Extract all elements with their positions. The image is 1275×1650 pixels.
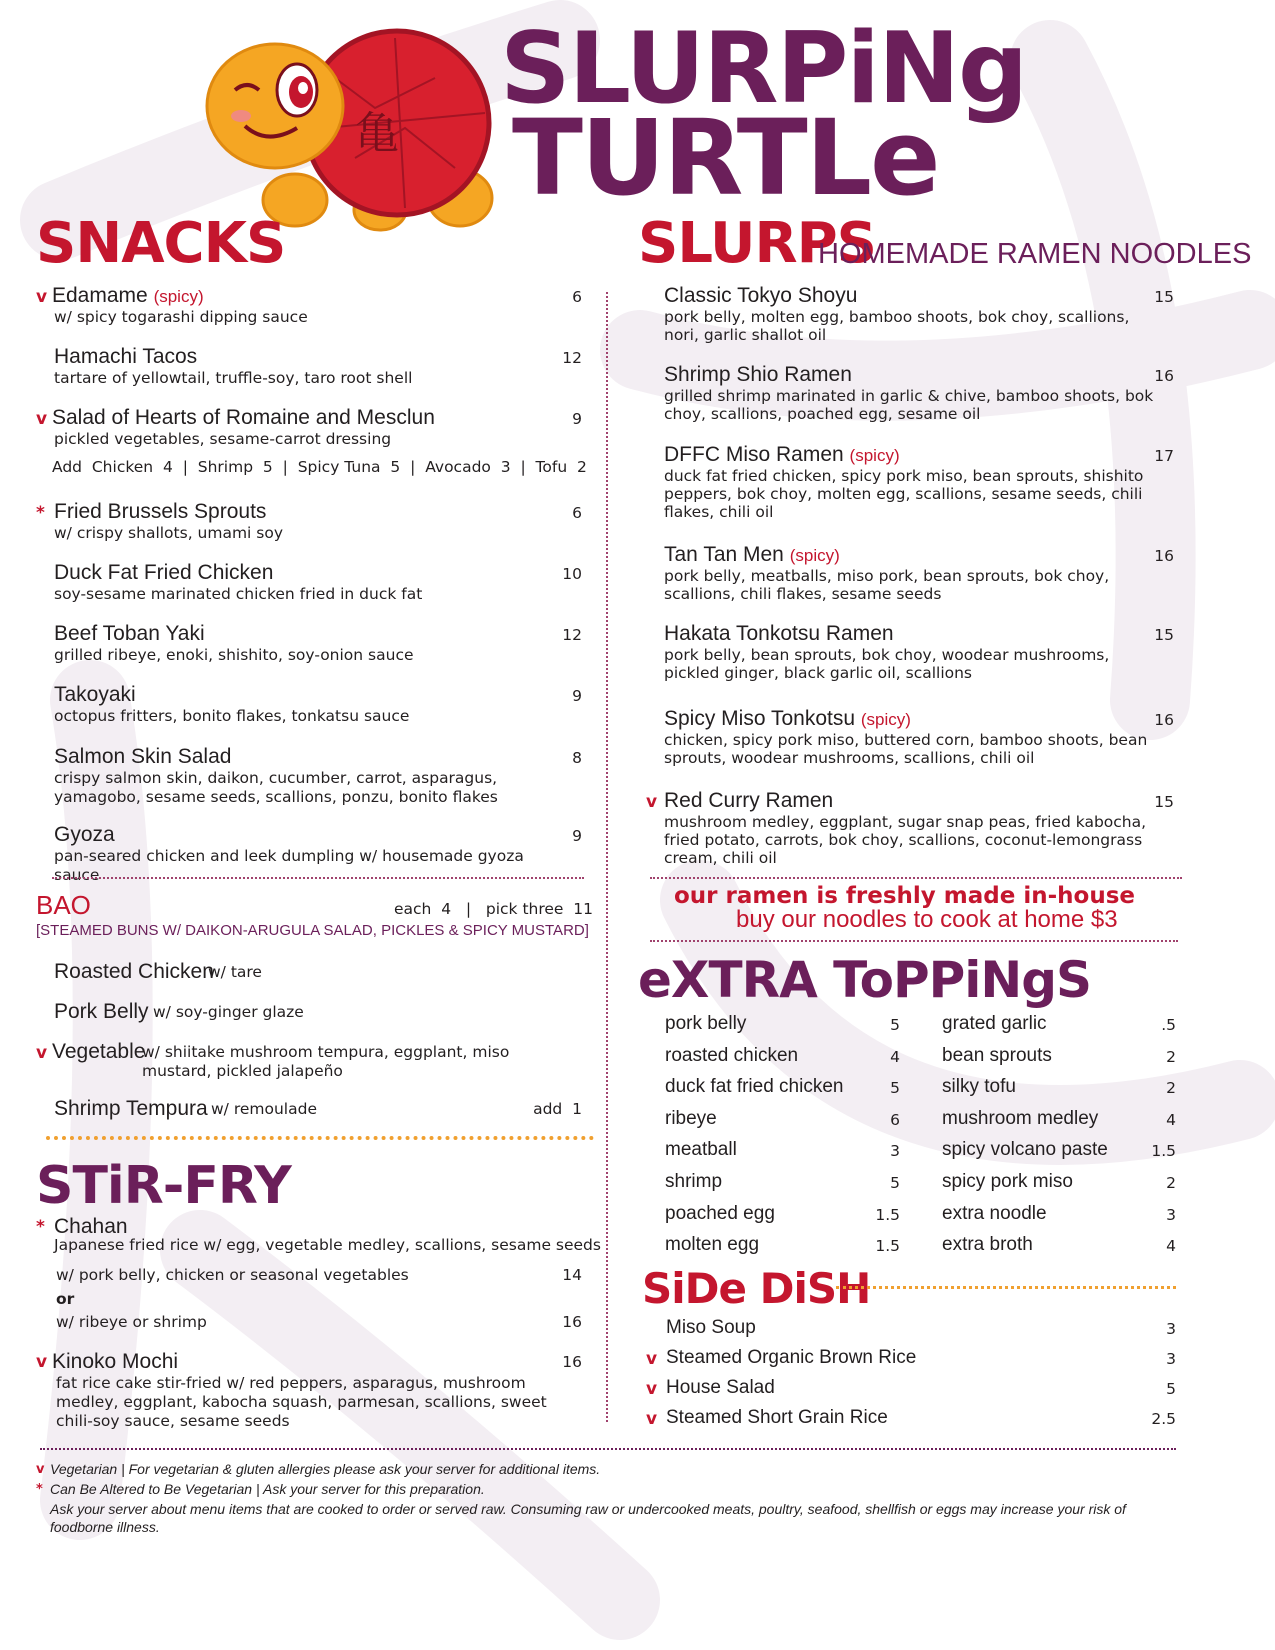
topping-price: 4 [890,1047,900,1066]
topping-name: ribeye [665,1107,717,1129]
menu-item-price: 10 [562,565,582,583]
menu-item-desc: crispy salmon skin, daikon, cucumber, carrot, asparagus, yamagobo, sesame seeds, scallions, ponzu, bonito flakes [54,769,498,806]
topping-price: 3 [890,1142,900,1161]
side-item-name: Steamed Short Grain Rice [666,1407,888,1428]
kinoko-price: 16 [562,1353,582,1371]
menu-item-desc: octopus fritters, bonito flakes, tonkatsu sauce [54,707,410,725]
vegetarian-mark: v [36,1043,48,1063]
chahan-price-2: 16 [562,1313,582,1331]
menu-item-desc: grilled ribeye, enoki, shishito, soy-onion sauce [54,646,414,664]
salad-addons: Add Chicken 4 | Shrimp 5 | Spicy Tuna 5 | Avocado 3 | Tofu 2 [52,458,587,476]
item-name-text: Red Curry Ramen [664,789,834,812]
bao-heading: BAO [36,890,91,920]
item-name-text: Salmon Skin Salad [54,745,232,768]
topping-name: molten egg [665,1234,760,1256]
side-item-name: Miso Soup [666,1317,756,1338]
topping-price: 2 [1166,1047,1176,1066]
menu-item-price: 12 [562,626,582,644]
vegetarian-mark: v [646,1349,658,1369]
kanji-text: 亀 [355,108,399,159]
side-item-price: 3 [1166,1350,1176,1368]
footer-veg-text: Vegetarian | For vegetarian & gluten allergies please ask your server for additional items. [50,1461,601,1477]
topping-name: spicy volcano paste [942,1139,1108,1161]
spicy-tag: (spicy) [153,287,204,306]
topping-name: mushroom medley [942,1107,1099,1129]
topping-name: meatball [665,1139,737,1161]
item-name-text: Salad of Hearts of Romaine and Mesclun [52,406,435,429]
vegetarian-mark: v [36,409,48,429]
topping-price: 6 [890,1110,900,1129]
menu-item-desc: w/ spicy togarashi dipping sauce [54,308,308,326]
item-name-text: Edamame [52,284,148,307]
topping-price: 1.5 [1151,1142,1176,1161]
ramen-item-desc: pork belly, meatballs, miso pork, bean sprouts, bok choy, scallions, chili flakes, sesame seeds [664,567,1110,603]
item-name-text: Hamachi Tacos [54,345,198,368]
topping-price: .5 [1161,1016,1176,1034]
kinoko-name: Kinoko Mochi [52,1350,179,1373]
menu-item-desc: soy-sesame marinated chicken fried in duck fat [54,585,423,603]
side-item-price: 3 [1166,1320,1176,1338]
side-item-price: 5 [1166,1380,1176,1398]
topping-price: 5 [890,1016,900,1034]
ramen-item-name [664,443,900,467]
side-heading: SiDe DiSH [642,1264,871,1313]
spicy-tag: (spicy) [860,710,911,729]
item-name-text: DFFC Miso Ramen [664,443,844,466]
promo-divider [650,940,1178,942]
logo-line-2: TURTLe [512,97,939,219]
ramen-item-desc: mushroom medley, eggplant, sugar snap peas, fried kabocha, fried potato, carrots, bok choy, scallions, coconut-lemongrass cream, chili oil [664,813,1147,867]
topping-name: roasted chicken [665,1044,799,1066]
item-name-text: Hakata Tonkotsu Ramen [664,622,894,645]
menu-item-price: 6 [572,504,582,522]
chahan-name: Chahan [54,1215,128,1238]
spicy-tag: (spicy) [789,546,840,565]
topping-name: poached egg [665,1202,775,1224]
footer-veg-mark: v [36,1462,45,1477]
side-item-name: House Salad [666,1377,775,1398]
chahan-desc: Japanese fried rice w/ egg, vegetable medley, scallions, sesame seeds [54,1236,601,1254]
chahan-mark: * [36,1217,45,1237]
menu-item-price: 12 [562,349,582,367]
item-name-text: Beef Toban Yaki [54,622,205,645]
ramen-item-desc: pork belly, bean sprouts, bok choy, woodear mushrooms, pickled ginger, black garlic oil, scallions [664,646,1110,682]
slurps-divider [650,877,1182,879]
topping-price: 3 [1166,1205,1176,1224]
menu-item-desc: w/ crispy shallots, umami soy [54,524,284,542]
promo-line-1: our ramen is freshly made in-house [674,883,1136,909]
slurps-heading: SLURPS [638,211,876,276]
ramen-item-name [664,543,840,567]
bao-item-name: Roasted Chicken [54,960,214,983]
item-name-text: Takoyaki [54,683,136,706]
promo-line-2: buy our noodles to cook at home $3 [736,906,1118,933]
ramen-item-price: 15 [1154,793,1174,811]
side-item-price: 2.5 [1151,1410,1176,1428]
ramen-item-name [664,284,857,308]
topping-price: 4 [1166,1237,1176,1256]
topping-name: extra noodle [942,1202,1047,1224]
footer-alt-text: Can Be Altered to Be Vegetarian | Ask your server for this preparation. [50,1481,485,1497]
item-name-text: Tan Tan Men [664,543,784,566]
ramen-item-price: 15 [1154,288,1174,306]
side-item-name: Steamed Organic Brown Rice [666,1347,917,1368]
ramen-item-name [664,789,833,813]
spicy-tag: (spicy) [849,446,900,465]
menu-item-desc: tartare of yellowtail, truffle-soy, taro root shell [54,369,413,387]
menu-item-price: 9 [572,410,582,428]
bao-subtitle: [STEAMED BUNS W/ DAIKON-ARUGULA SALAD, PICKLES & SPICY MUSTARD] [36,922,589,939]
item-name-text: Duck Fat Fried Chicken [54,561,274,584]
ramen-item-price: 16 [1154,367,1174,385]
menu-item-price: 9 [572,687,582,705]
topping-name: duck fat fried chicken [665,1076,844,1098]
ramen-item-price: 15 [1154,626,1174,644]
ramen-item-desc: chicken, spicy pork miso, buttered corn, bamboo shoots, bean sprouts, woodear mushrooms, scallions, chili oil [664,731,1148,767]
topping-name: shrimp [665,1171,723,1192]
vegetarian-mark: v [646,792,658,812]
chahan-option-2: w/ ribeye or shrimp [56,1313,207,1331]
item-name-text: Shrimp Shio Ramen [664,363,852,386]
menu-item-price: 6 [572,288,582,306]
ramen-item-price: 16 [1154,711,1174,729]
chahan-or: or [56,1290,75,1308]
ramen-item-price: 16 [1154,547,1174,565]
bao-item-desc: w/ soy-ginger glaze [153,1003,304,1021]
bao-item-desc: w/ tare [208,963,262,981]
topping-name: pork belly [665,1013,747,1034]
topping-name: extra broth [942,1234,1033,1256]
bao-pricing: each 4 | pick three 11 [394,900,594,918]
item-name-text: Fried Brussels Sprouts [54,500,267,523]
ramen-item-price: 17 [1154,447,1174,465]
menu-item-price: 8 [572,749,582,767]
vegetarian-mark: * [36,503,45,523]
snacks-heading: SNACKS [36,211,286,276]
bao-item-name: Shrimp Tempura [54,1097,208,1120]
footer-divider [40,1448,1176,1450]
item-name-text: Gyoza [54,823,115,846]
menu-item-desc: pickled vegetables, sesame-carrot dressing [54,430,392,448]
topping-price: 1.5 [875,1205,900,1224]
stirfry-heading: STiR-FRY [36,1156,291,1216]
item-name-text: Spicy Miso Tonkotsu [664,707,856,730]
chahan-price-1: 14 [562,1266,582,1284]
ramen-item-desc: pork belly, molten egg, bamboo shoots, bok choy, scallions, nori, garlic shallot oil [664,308,1130,344]
logo-line-1: SLURPiNg [500,12,1027,126]
footer-alt-mark: * [36,1482,43,1497]
ramen-item-name [664,622,894,646]
topping-price: 4 [1166,1110,1176,1129]
kinoko-mark: v [36,1352,48,1372]
topping-price: 2 [1166,1079,1176,1098]
topping-name: spicy pork miso [942,1171,1073,1192]
topping-price: 1.5 [875,1237,900,1256]
topping-price: 5 [890,1174,900,1192]
ramen-item-desc: duck fat fried chicken, spicy pork miso, bean sprouts, shishito peppers, bok choy, molten egg, scallions, sesame seeds, chili flakes, chili oil [664,467,1144,521]
bao-item-desc: w/ shiitake mushroom tempura, eggplant, miso mustard, pickled jalapeño [142,1043,510,1080]
vegetarian-mark: v [646,1379,658,1399]
vegetarian-mark: v [646,1409,658,1429]
topping-name: grated garlic [942,1013,1047,1034]
footer-raw-text: Ask your server about menu items that are cooked to order or served raw. Consuming raw or undercooked meats, poultry, seafood, shellfish or eggs may increase your risk of foodborne illness. [50,1501,1126,1535]
ramen-item-desc: grilled shrimp marinated in garlic & chive, bamboo shoots, bok choy, scallions, poached egg, sesame oil [664,387,1154,423]
topping-price: 2 [1166,1174,1176,1192]
ramen-item-name [664,363,852,387]
bao-item-price: add 1 [533,1100,582,1118]
item-name-text: Classic Tokyo Shoyu [664,284,858,307]
slurps-subtitle: HOMEMADE RAMEN NOODLES [818,238,1252,270]
topping-name: silky tofu [942,1076,1016,1098]
menu-item-price: 9 [572,827,582,845]
ramen-item-name [664,707,911,731]
side-divider [836,1286,1176,1289]
kinoko-desc: fat rice cake stir-fried w/ red peppers, asparagus, mushroom medley, eggplant, kabocha squash, parmesan, scallions, sweet chili-soy sauce, sesame seeds [56,1374,547,1430]
bao-item-desc: w/ remoulade [211,1100,317,1118]
vegetarian-mark: v [36,287,48,307]
bao-item-name: Pork Belly [54,1000,149,1023]
toppings-heading: eXTRA ToPPiNgS [638,951,1092,1009]
topping-price: 5 [890,1079,900,1098]
topping-name: bean sprouts [942,1044,1052,1066]
bao-item-name: Vegetable [52,1040,146,1063]
menu-item-desc: pan-seared chicken and leek dumpling w/ housemade gyoza sauce [54,847,524,884]
chahan-option-1: w/ pork belly, chicken or seasonal vegetables [56,1266,409,1284]
